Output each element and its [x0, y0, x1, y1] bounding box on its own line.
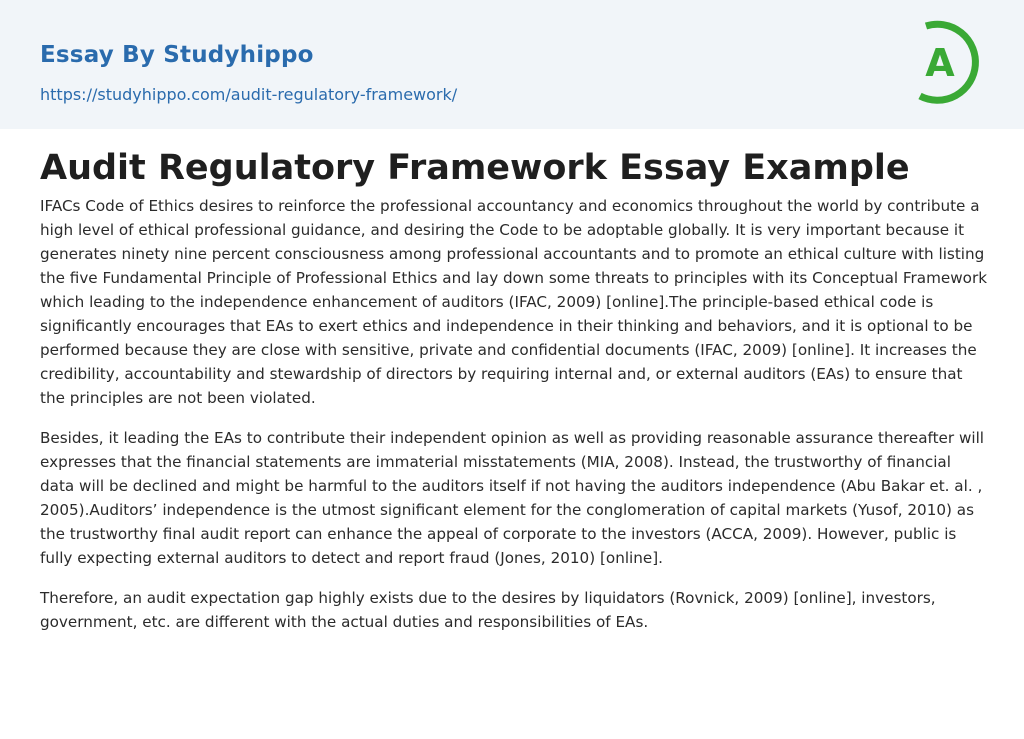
studyhippo-logo-icon[interactable]: [906, 18, 988, 106]
article-paragraph: Therefore, an audit expectation gap highly exists due to the desires by liquidators (Rovnick, 2009) [online], investors, government, etc. are different with the actual duties and responsibilities of EAs.: [40, 589, 936, 631]
site-brand[interactable]: Essay By Studyhippo: [40, 42, 314, 68]
article-body: [40, 194, 988, 650]
page-url-link[interactable]: https://studyhippo.com/audit-regulatory-framework/: [40, 85, 458, 104]
article-paragraph: IFACs Code of Ethics desires to reinforce the professional accountancy and economics throughout the world by contribute a high level of ethical professional guidance, and desiring the Code to be adoptable globally. It is very important because it generates ninety nine percent consciousness among professional accountants and to promote an ethical culture with listing the five Fundamental Principle of Professional Ethics and lay down some threats to principles with its Conceptual Framework which leading to the independence enhancement of auditors (IFAC, 2009) [online].The principle-based ethical code is significantly encourages that EAs to exert ethics and independence in their thinking and behaviors, and it is optional to be performed because they are close with sensitive, private and confidential documents (IFAC, 2009) [online]. It increases the credibility, accountability and stewardship of directors by requiring internal and, or external auditors (EAs) to ensure that the principles are not been violated.: [40, 197, 987, 407]
article-paragraph: Besides, it leading the EAs to contribute their independent opinion as well as providing reasonable assurance thereafter will expresses that the financial statements are immaterial misstatements (MIA, 2008). Instead, the trustworthy of financial data will be declined and might be harmful to the auditors itself if not having the auditors independence (Abu Bakar et. al. , 2005).Auditors’ independence is the utmost significant element for the conglomeration of capital markets (Yusof, 2010) as the trustworthy final audit report can enhance the appeal of corporate to the investors (ACCA, 2009). However, public is fully expecting external auditors to detect and report fraud (Jones, 2010) [online].: [40, 429, 985, 567]
logo-letter: A: [925, 41, 955, 85]
page-title: Audit Regulatory Framework Essay Example: [40, 148, 910, 188]
